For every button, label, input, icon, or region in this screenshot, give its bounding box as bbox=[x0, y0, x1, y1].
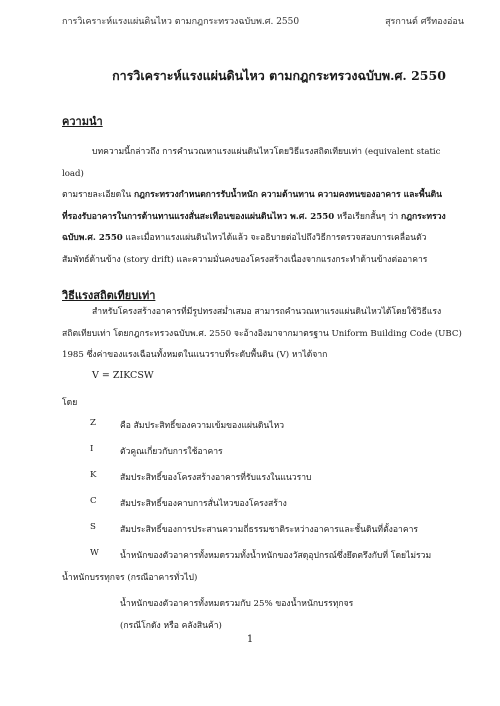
intro-heading: ความนำ bbox=[62, 115, 103, 128]
weight-alternative-2: (กรณีโกดัง หรือ คลังสินค้า) bbox=[120, 621, 222, 631]
variable-description: คือ สัมประสิทธิ์ของความเข้มของแผ่นดินไหว bbox=[120, 421, 285, 431]
variable-description: ตัวคูณเกี่ยวกับการใช้อาคาร bbox=[120, 447, 223, 457]
running-header bbox=[62, 14, 464, 28]
intro-line-5: สัมพัทธ์ด้านข้าง (story drift) และความมั่นคงของโครงสร้างเนื่องจากแรงกระทำด้านข้างต่ออาคาร bbox=[62, 254, 428, 265]
intro-text: ตามรายละเอียดใน bbox=[62, 190, 134, 200]
page-number: 1 bbox=[246, 634, 254, 645]
method-paragraph bbox=[62, 302, 462, 367]
variable-symbol: I bbox=[90, 444, 94, 454]
page-title: การวิเคราะห์แรงแผ่นดินไหว ตามกฎกระทรวงฉบับพ.ศ. 2550 bbox=[112, 68, 446, 83]
method-line-2: สถิตเทียบเท่า โดยกฎกระทรวงฉบับพ.ศ. 2550 จะอ้างอิงมาจากมาตรฐาน Uniform Building Code (UBC) bbox=[62, 328, 462, 339]
intro-line-4 bbox=[62, 228, 462, 250]
intro-bold: กฎกระทรวงกำหนดการรับน้ำหนัก ความต้านทาน ความคงทนของอาคาร และพื้นดิน bbox=[133, 190, 443, 200]
header-title: การวิเคราะห์แรงแผ่นดินไหว ตามกฎกระทรวงฉบับพ.ศ. 2550 bbox=[62, 17, 300, 27]
intro-text: หรือเรียกสั้นๆ ว่า bbox=[334, 211, 401, 222]
variable-symbol: S bbox=[90, 522, 96, 532]
variable-description: สัมประสิทธิ์ของโครงสร้างอาคารที่รับแรงในแนวราบ bbox=[120, 473, 312, 483]
variable-symbol: K bbox=[90, 470, 97, 480]
method-line-1: สำหรับโครงสร้างอาคารที่มีรูปทรงสม่ำเสมอ สามารถคำนวณหาแรงแผ่นดินไหวได้โดยใช้วิธีแรง bbox=[92, 307, 442, 317]
intro-line-2 bbox=[62, 185, 462, 207]
method-line-3: 1985 ซึ่งค่าของแรงเฉือนทั้งหมดในแนวราบที่ระดับพื้นดิน (V) หาได้จาก bbox=[62, 350, 328, 360]
intro-bold: กฎกระทรวง bbox=[401, 211, 446, 222]
method-heading: วิธีแรงสถิตเทียบเท่า bbox=[62, 289, 156, 302]
intro-paragraph bbox=[62, 142, 462, 271]
by-label: โดย bbox=[62, 398, 78, 408]
variable-symbol: W bbox=[90, 548, 99, 558]
weight-continuation: น้ำหนักบรรทุกจร (กรณีอาคารทั่วไป) bbox=[62, 573, 198, 583]
variable-description: น้ำหนักของตัวอาคารทั้งหมดรวมทั้งน้ำหนักของวัสดุอุปกรณ์ซึ่งยึดตรึงกับที่ โดยไม่รวม bbox=[120, 551, 432, 561]
variable-symbol: C bbox=[90, 496, 97, 506]
weight-alternative-1: น้ำหนักของตัวอาคารทั้งหมดรวมกับ 25% ของน้ำหนักบรรทุกจร bbox=[120, 599, 354, 609]
variable-symbol: Z bbox=[90, 418, 96, 428]
header-author: สุรกานต์ ศรีทองอ่อน bbox=[385, 17, 464, 27]
intro-bold: ที่รองรับอาคารในการต้านทานแรงสั่นสะเทือนของแผ่นดินไหว พ.ศ. 2550 bbox=[62, 211, 335, 222]
variable-description: สัมประสิทธิ์ของการประสานความถี่ธรรมชาติระหว่างอาคารและชั้นดินที่ตั้งอาคาร bbox=[120, 525, 419, 535]
variable-description: สัมประสิทธิ์ของคาบการสั่นไหวของโครงสร้าง bbox=[120, 499, 287, 509]
intro-text: และเมื่อหาแรงแผ่นดินไหวได้แล้ว จะอธิบายต่อไปถึงวิธีการตรวจสอบการเคลื่อนตัว bbox=[122, 233, 427, 243]
intro-line-3 bbox=[62, 207, 462, 229]
base-shear-formula: V = ZIKCSW bbox=[92, 370, 154, 381]
intro-bold: ฉบับพ.ศ. 2550 bbox=[62, 233, 123, 243]
intro-line-1: บทความนี้กล่าวถึง การคำนวณหาแรงแผ่นดินไหวโดยวิธีแรงสถิตเทียบเท่า (equivalent static load) bbox=[62, 147, 441, 179]
